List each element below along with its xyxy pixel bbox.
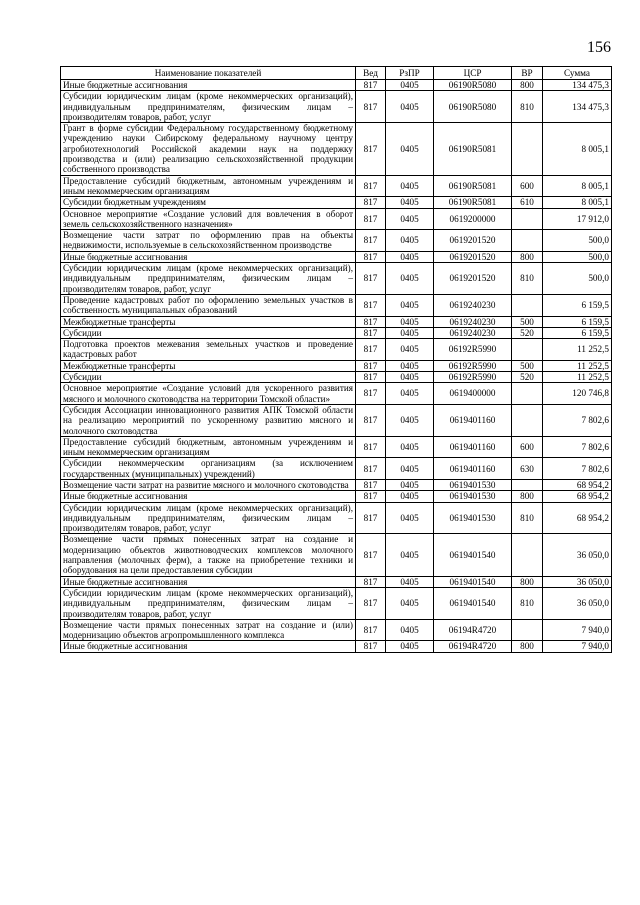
cell-csr: 06192R5990 — [434, 339, 512, 361]
table-header-row — [61, 67, 612, 80]
cell-name: Проведение кадастровых работ по оформлению земельных участков в собственность муниципальных образований — [61, 294, 356, 316]
cell-sum: 134 475,3 — [543, 80, 612, 91]
cell-name: Грант в форме субсидии Федеральному государственному бюджетному учреждению науки Сибирскому федеральному научному центру агробиотехнологий Российской академии наук на поддержку производства и (или) реализацию сельскохозяйственной продукции собственного производства — [61, 123, 356, 175]
cell-rzpr: 0405 — [386, 294, 434, 316]
cell-sum: 11 252,5 — [543, 360, 612, 371]
cell-vr — [512, 230, 543, 252]
cell-name: Подготовка проектов межевания земельных участков и проведение кадастровых работ — [61, 339, 356, 361]
cell-name: Иные бюджетные ассигнования — [61, 491, 356, 502]
cell-ved: 817 — [356, 587, 386, 619]
cell-rzpr: 0405 — [386, 91, 434, 123]
cell-csr: 0619401540 — [434, 534, 512, 576]
cell-vr: 520 — [512, 327, 543, 338]
cell-rzpr: 0405 — [386, 458, 434, 480]
cell-name: Субсидия Ассоциации инновационного развития АПК Томской области на реализацию мероприятий по ускоренному развитию мясного и молочного скотоводства — [61, 404, 356, 436]
cell-rzpr: 0405 — [386, 587, 434, 619]
cell-ved: 817 — [356, 175, 386, 197]
cell-sum: 7 940,0 — [543, 641, 612, 652]
table-row — [61, 372, 612, 383]
cell-vr: 810 — [512, 502, 543, 534]
cell-sum: 8 005,1 — [543, 197, 612, 208]
cell-sum: 134 475,3 — [543, 91, 612, 123]
cell-name: Субсидии — [61, 372, 356, 383]
cell-rzpr: 0405 — [386, 502, 434, 534]
page-number: 156 — [587, 39, 611, 56]
cell-csr: 06192R5990 — [434, 372, 512, 383]
cell-rzpr: 0405 — [386, 436, 434, 458]
table-row — [61, 208, 612, 230]
cell-name: Субсидии бюджетным учреждениям — [61, 197, 356, 208]
table-row — [61, 80, 612, 91]
cell-sum: 8 005,1 — [543, 123, 612, 175]
cell-csr: 0619240230 — [434, 327, 512, 338]
cell-rzpr: 0405 — [386, 534, 434, 576]
cell-csr: 0619401530 — [434, 491, 512, 502]
header-sum: Сумма — [543, 67, 612, 80]
cell-ved: 817 — [356, 372, 386, 383]
cell-csr: 0619400000 — [434, 383, 512, 405]
cell-ved: 817 — [356, 502, 386, 534]
cell-rzpr: 0405 — [386, 316, 434, 327]
cell-vr: 500 — [512, 360, 543, 371]
cell-name: Субсидии юридическим лицам (кроме некоммерческих организаций), индивидуальным предпринимателям, физическим лицам – производителям товаров, работ, услуг — [61, 587, 356, 619]
cell-sum: 7 802,6 — [543, 458, 612, 480]
cell-name: Иные бюджетные ассигнования — [61, 641, 356, 652]
cell-rzpr: 0405 — [386, 123, 434, 175]
table-row — [61, 587, 612, 619]
cell-vr: 800 — [512, 641, 543, 652]
cell-ved: 817 — [356, 479, 386, 490]
cell-name: Предоставление субсидий бюджетным, автономным учреждениям и иным некоммерческим организациям — [61, 175, 356, 197]
cell-name: Межбюджетные трансферты — [61, 360, 356, 371]
cell-vr — [512, 479, 543, 490]
cell-csr: 06190R5081 — [434, 123, 512, 175]
cell-rzpr: 0405 — [386, 230, 434, 252]
cell-rzpr: 0405 — [386, 339, 434, 361]
cell-csr: 0619201520 — [434, 251, 512, 262]
cell-name: Возмещение части прямых понесенных затрат на создание и (или) модернизацию объектов агропромышленного комплекса — [61, 619, 356, 641]
cell-sum: 36 050,0 — [543, 534, 612, 576]
cell-rzpr: 0405 — [386, 175, 434, 197]
cell-vr: 800 — [512, 576, 543, 587]
cell-ved: 817 — [356, 619, 386, 641]
table-row — [61, 123, 612, 175]
cell-rzpr: 0405 — [386, 404, 434, 436]
cell-csr: 06190R5081 — [434, 197, 512, 208]
cell-ved: 817 — [356, 294, 386, 316]
table-row — [61, 339, 612, 361]
cell-name: Возмещение части затрат на развитие мясного и молочного скотоводства — [61, 479, 356, 490]
budget-table — [60, 66, 612, 653]
table-row — [61, 175, 612, 197]
cell-ved: 817 — [356, 383, 386, 405]
cell-vr — [512, 404, 543, 436]
cell-vr: 610 — [512, 197, 543, 208]
cell-rzpr: 0405 — [386, 619, 434, 641]
cell-rzpr: 0405 — [386, 263, 434, 295]
header-csr: ЦСР — [434, 67, 512, 80]
cell-csr: 0619201520 — [434, 230, 512, 252]
cell-sum: 68 954,2 — [543, 479, 612, 490]
cell-sum: 6 159,5 — [543, 294, 612, 316]
table-row — [61, 534, 612, 576]
table-row — [61, 91, 612, 123]
cell-sum: 6 159,5 — [543, 316, 612, 327]
cell-ved: 817 — [356, 404, 386, 436]
header-rzpr: РзПР — [386, 67, 434, 80]
cell-rzpr: 0405 — [386, 479, 434, 490]
cell-sum: 7 940,0 — [543, 619, 612, 641]
cell-name: Субсидии некоммерческим организациям (за исключением государственных (муниципальных) учреждений) — [61, 458, 356, 480]
header-ved: Вед — [356, 67, 386, 80]
table-row — [61, 491, 612, 502]
cell-ved: 817 — [356, 458, 386, 480]
cell-ved: 817 — [356, 251, 386, 262]
cell-sum: 11 252,5 — [543, 372, 612, 383]
cell-ved: 817 — [356, 263, 386, 295]
table-row — [61, 479, 612, 490]
cell-ved: 817 — [356, 641, 386, 652]
cell-ved: 817 — [356, 534, 386, 576]
cell-vr: 800 — [512, 491, 543, 502]
cell-csr: 06190R5080 — [434, 91, 512, 123]
cell-vr: 810 — [512, 263, 543, 295]
cell-sum: 7 802,6 — [543, 404, 612, 436]
cell-sum: 36 050,0 — [543, 587, 612, 619]
cell-rzpr: 0405 — [386, 576, 434, 587]
cell-vr — [512, 123, 543, 175]
cell-rzpr: 0405 — [386, 80, 434, 91]
cell-rzpr: 0405 — [386, 251, 434, 262]
cell-sum: 68 954,2 — [543, 491, 612, 502]
cell-sum: 7 802,6 — [543, 436, 612, 458]
table-row — [61, 641, 612, 652]
table-row — [61, 502, 612, 534]
cell-rzpr: 0405 — [386, 641, 434, 652]
table-row — [61, 197, 612, 208]
cell-rzpr: 0405 — [386, 372, 434, 383]
cell-vr: 600 — [512, 436, 543, 458]
cell-vr — [512, 339, 543, 361]
cell-name: Иные бюджетные ассигнования — [61, 80, 356, 91]
cell-csr: 0619200000 — [434, 208, 512, 230]
cell-csr: 0619401540 — [434, 576, 512, 587]
cell-name: Субсидии — [61, 327, 356, 338]
cell-csr: 06192R5990 — [434, 360, 512, 371]
cell-ved: 817 — [356, 327, 386, 338]
cell-name: Возмещение части прямых понесенных затрат на создание и модернизацию объектов животноводческих комплексов молочного направления (молочных ферм), а также на приобретение техники и оборудования на цели предоставления субсидии — [61, 534, 356, 576]
cell-name: Основное мероприятие «Создание условий для ускоренного развития мясного и молочного скотоводства на территории Томской области» — [61, 383, 356, 405]
cell-csr: 0619401160 — [434, 458, 512, 480]
cell-name: Иные бюджетные ассигнования — [61, 251, 356, 262]
cell-rzpr: 0405 — [386, 491, 434, 502]
cell-vr: 800 — [512, 80, 543, 91]
cell-csr: 0619401530 — [434, 479, 512, 490]
cell-csr: 0619201520 — [434, 263, 512, 295]
cell-csr: 0619401530 — [434, 502, 512, 534]
cell-csr: 0619240230 — [434, 294, 512, 316]
cell-vr — [512, 383, 543, 405]
cell-sum: 36 050,0 — [543, 576, 612, 587]
cell-ved: 817 — [356, 80, 386, 91]
cell-sum: 68 954,2 — [543, 502, 612, 534]
cell-csr: 0619401160 — [434, 404, 512, 436]
cell-csr: 0619240230 — [434, 316, 512, 327]
cell-name: Субсидии юридическим лицам (кроме некоммерческих организаций), индивидуальным предпринимателям, физическим лицам – производителям товаров, работ, услуг — [61, 502, 356, 534]
cell-sum: 6 159,5 — [543, 327, 612, 338]
cell-csr: 0619401160 — [434, 436, 512, 458]
cell-csr: 06190R5080 — [434, 80, 512, 91]
cell-csr: 06194R4720 — [434, 641, 512, 652]
cell-vr: 500 — [512, 316, 543, 327]
cell-sum: 500,0 — [543, 263, 612, 295]
cell-ved: 817 — [356, 123, 386, 175]
cell-ved: 817 — [356, 197, 386, 208]
table-row — [61, 360, 612, 371]
cell-ved: 817 — [356, 230, 386, 252]
cell-sum: 120 746,8 — [543, 383, 612, 405]
cell-ved: 817 — [356, 316, 386, 327]
cell-name: Иные бюджетные ассигнования — [61, 576, 356, 587]
table-row — [61, 404, 612, 436]
table-row — [61, 383, 612, 405]
cell-sum: 500,0 — [543, 251, 612, 262]
cell-ved: 817 — [356, 491, 386, 502]
cell-ved: 817 — [356, 576, 386, 587]
cell-ved: 817 — [356, 360, 386, 371]
table-row — [61, 263, 612, 295]
cell-name: Межбюджетные трансферты — [61, 316, 356, 327]
cell-sum: 8 005,1 — [543, 175, 612, 197]
table-row — [61, 327, 612, 338]
cell-rzpr: 0405 — [386, 383, 434, 405]
cell-rzpr: 0405 — [386, 360, 434, 371]
cell-vr: 520 — [512, 372, 543, 383]
cell-name: Предоставление субсидий бюджетным, автономным учреждениям и иным некоммерческим организациям — [61, 436, 356, 458]
cell-vr: 810 — [512, 587, 543, 619]
cell-vr: 810 — [512, 91, 543, 123]
table-row — [61, 316, 612, 327]
table-row — [61, 619, 612, 641]
cell-csr: 06194R4720 — [434, 619, 512, 641]
table-row — [61, 436, 612, 458]
cell-vr: 630 — [512, 458, 543, 480]
cell-rzpr: 0405 — [386, 327, 434, 338]
cell-name: Основное мероприятие «Создание условий для вовлечения в оборот земель сельскохозяйственного назначения» — [61, 208, 356, 230]
table-row — [61, 294, 612, 316]
cell-ved: 817 — [356, 436, 386, 458]
table-row — [61, 576, 612, 587]
cell-vr — [512, 294, 543, 316]
cell-csr: 0619401540 — [434, 587, 512, 619]
cell-name: Субсидии юридическим лицам (кроме некоммерческих организаций), индивидуальным предпринимателям, физическим лицам – производителям товаров, работ, услуг — [61, 91, 356, 123]
cell-vr — [512, 208, 543, 230]
cell-sum: 500,0 — [543, 230, 612, 252]
cell-sum: 17 912,0 — [543, 208, 612, 230]
cell-ved: 817 — [356, 91, 386, 123]
table-row — [61, 458, 612, 480]
cell-rzpr: 0405 — [386, 208, 434, 230]
cell-vr — [512, 619, 543, 641]
header-vr: ВР — [512, 67, 543, 80]
table-row — [61, 230, 612, 252]
cell-rzpr: 0405 — [386, 197, 434, 208]
cell-csr: 06190R5081 — [434, 175, 512, 197]
cell-ved: 817 — [356, 339, 386, 361]
table-row — [61, 251, 612, 262]
cell-sum: 11 252,5 — [543, 339, 612, 361]
cell-ved: 817 — [356, 208, 386, 230]
cell-name: Возмещение части затрат по оформлению прав на объекты недвижимости, используемые в сельскохозяйственном производстве — [61, 230, 356, 252]
cell-name: Субсидии юридическим лицам (кроме некоммерческих организаций), индивидуальным предпринимателям, физическим лицам – производителям товаров, работ, услуг — [61, 263, 356, 295]
header-name: Наименование показателей — [61, 67, 356, 80]
cell-vr: 800 — [512, 251, 543, 262]
cell-vr — [512, 534, 543, 576]
table-body — [61, 80, 612, 653]
cell-vr: 600 — [512, 175, 543, 197]
